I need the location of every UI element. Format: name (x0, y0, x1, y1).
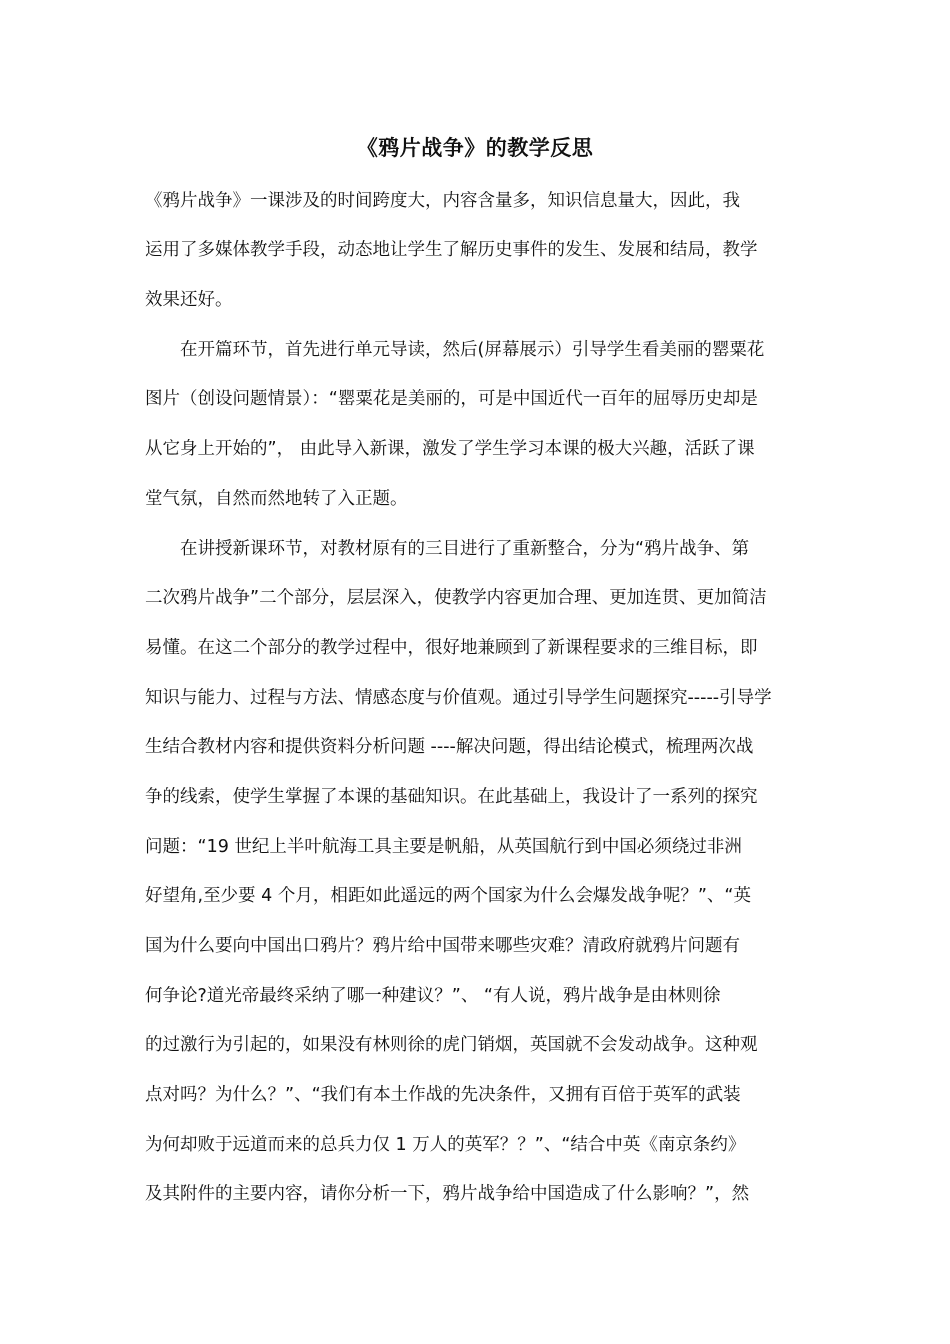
body-line-2: 运用了多媒体教学手段，动态地让学生了解历史事件的发生、发展和结局，教学 (145, 240, 758, 260)
body-line-10: 易懂。在这二个部分的教学过程中，很好地兼顾到了新课程要求的三维目标，即 (145, 638, 758, 658)
body-line-5: 图片（创设问题情景）：“罂粟花是美丽的，可是中国近代一百年的屈辱历史却是 (145, 389, 758, 409)
body-line-8: 在讲授新课环节，对教材原有的三目进行了重新整合，分为“鸦片战争、第 (180, 539, 750, 559)
body-line-21: 及其附件的主要内容，请你分析一下，鸦片战争给中国造成了什么影响？”，然 (145, 1184, 750, 1204)
body-line-9: 二次鸦片战争”二个部分，层层深入，使教学内容更加合理、更加连贯、更加简洁 (145, 588, 767, 608)
body-line-20: 为何却败于远道而来的总兵力仅 1 万人的英军？？”、“结合中英《南京条约》 (145, 1135, 746, 1155)
body-line-7: 堂气氛，自然而然地转了入正题。 (145, 489, 408, 509)
body-line-15: 好望角,至少要 4 个月，相距如此遥远的两个国家为什么会爆发战争呢？”、“英 (145, 886, 751, 906)
body-line-18: 的过激行为引起的，如果没有林则徐的虎门销烟，英国就不会发动战争。这种观 (145, 1035, 758, 1055)
body-line-14: 问题：“19 世纪上半叶航海工具主要是帆船，从英国航行到中国必须绕过非洲 (145, 837, 742, 857)
body-line-12: 生结合教材内容和提供资料分析问题 ----解决问题，得出结论模式，梳理两次战 (145, 737, 754, 757)
body-line-16: 国为什么要向中国出口鸦片？鸦片给中国带来哪些灾难？清政府就鸦片问题有 (145, 936, 740, 956)
body-line-1: 《鸦片战争》一课涉及的时间跨度大，内容含量多，知识信息量大，因此，我 (145, 191, 740, 211)
body-line-6: 从它身上开始的”， 由此导入新课，激发了学生学习本课的极大兴趣，活跃了课 (145, 439, 755, 459)
body-line-19: 点对吗？为什么？”、“我们有本土作战的先决条件，又拥有百倍于英军的武装 (145, 1085, 741, 1105)
body-line-3: 效果还好。 (145, 290, 233, 310)
body-line-17: 何争论?道光帝最终采纳了哪一种建议？”、 “有人说，鸦片战争是由林则徐 (145, 986, 721, 1006)
body-line-4: 在开篇环节，首先进行单元导读，然后(屏幕展示）引导学生看美丽的罂粟花 (180, 340, 765, 360)
body-line-11: 知识与能力、过程与方法、情感态度与价值观。通过引导学生问题探究-----引导学 (145, 688, 772, 708)
document-title: 《鸦片战争》的教学反思 (356, 136, 594, 160)
body-line-13: 争的线索，使学生掌握了本课的基础知识。在此基础上，我设计了一系列的探究 (145, 787, 758, 807)
